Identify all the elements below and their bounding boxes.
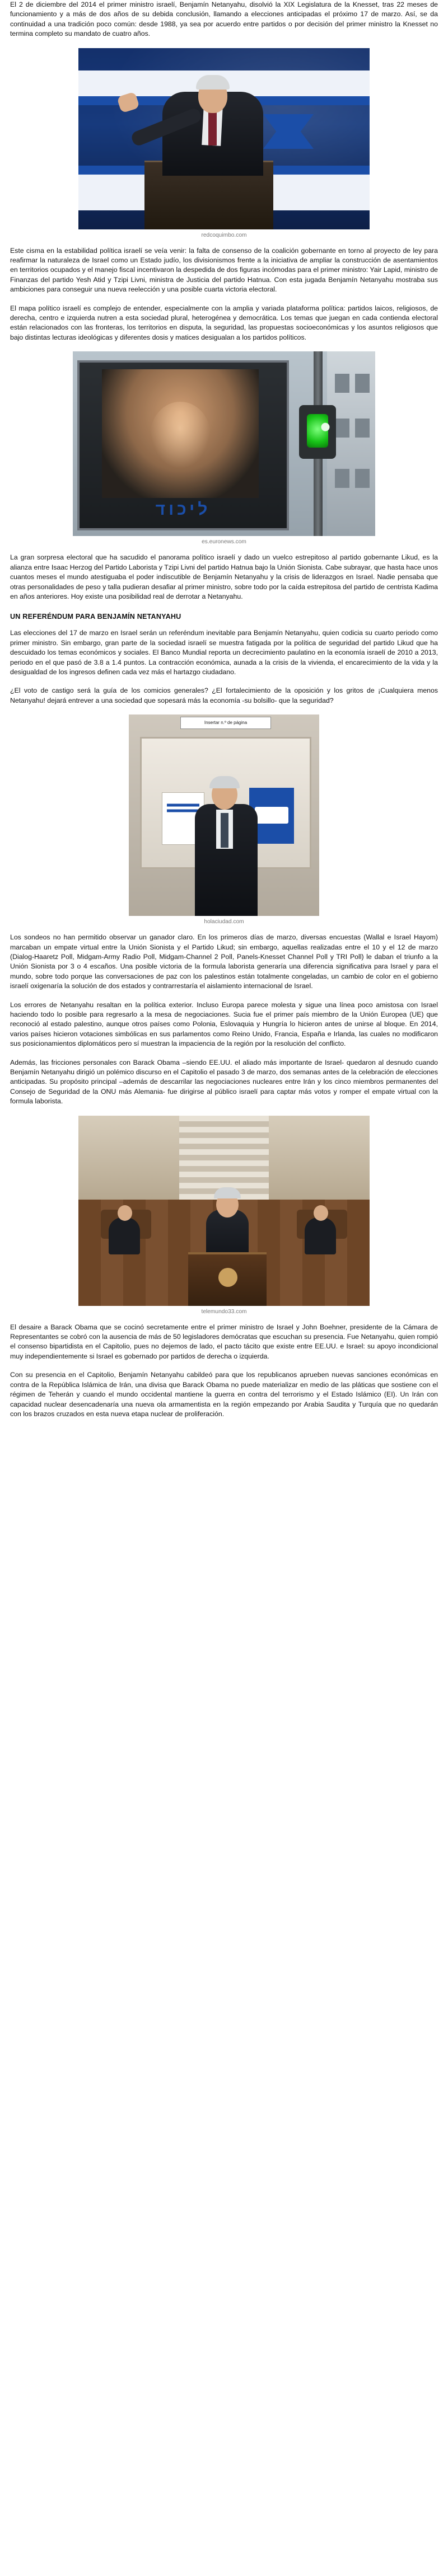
window [355,469,370,488]
figure-congress-speech [10,1116,438,1315]
paragraph: Con su presencia en el Capitolio, Benjamín Netanyahu cabildeó para que los republicanos aprueben nuevas sanciones económicas en contra de la República Islámica de Irán, una divisa que Barack Obama no puede materializar en medio de las pláticas que sostiene con el régimen de Teherán y cuando el mundo occidental mantiene la guerra en contra del terrorismo y el Estado Islámico (EI). Un Irán con capacidad nuclear desencadenaría una nueva ola armamentista en la región empezando por Arabia Saudita y Turquía que no quedarán con los brazos cruzados en esta nueva etapa nuclear de proliferación. [10,1371,438,1418]
official-head [314,1205,328,1221]
paragraph: Los sondeos no han permitido observar un ganador claro. En los primeros días de marzo, diversas encuestas (Wallal e Israel Hayom) marcaban un empate virtual entre la Unión Sionista y el Partido Likud; sin embargo, aquellas realizadas entre el 10 y el 12 de marzo (Dialog-Haaretz Poll, Midgam-Army Radio Poll, Midgam-Channel 2 Poll, Panels-Knesset Channel Poll y TRI Poll) le daban el triunfo a la Unión Sionista por 3 o 4 escaños. Una posible victoria de la formula laborista generaría una diferencia significativa para Israel y para el mundo, sobre todo porque las conversaciones de paz con los palestinos están totalmente congeladas, un cambio de color en el gobierno israelí oxigenaría la solución de dos estados y contrarrestaría el aislamiento internacional de Israel. [10,933,438,990]
figure-voting-booth [10,714,438,925]
booth-sign: Insertar n.º de página [180,717,271,729]
paragraph: El desaire a Barack Obama que se cocinó secretamente entre el primer ministro de Israel y John Boehner, presidente de la Cámara de Representantes se cobró con la ausencia de más de 50 legisladores demócratas que escuchan su presencia. Fue Netanyahu, quien rompió el consenso bipartidista en el Capitolio, pues no dejemos de lado, el pacto tácito que existe entre EE.UU. e Israel: su apoyo incondicional muy independientemente si Israel es gobernado por partidos de derecha o izquierda. [10,1323,438,1360]
figure-election-billboard [10,351,438,545]
netanyahu-podium-photo [78,48,370,229]
figure-caption: holaciudad.com [204,919,244,925]
poster-hebrew-text: ליכוד [155,500,211,519]
figure-netanyahu-podium [10,48,438,238]
paragraph: Los errores de Netanyahu resaltan en la política exterior. Incluso Europa parece molesta y sigue una línea poco amistosa con Israel haciendo todo lo posible para regresarlo a la mesa de negociaciones. Sucia fue el primer país miembro de la Unión Europea (UE) que reconoció al estado palestino, aunque otros países como Polonia, Eslovaquia y Hungría lo hicieron antes de unirse al bloque. En 2014, varios países hicieron votaciones simbólicas en sus parlamentos como Reino Unido, Francia, España e Irlanda, las cuales no modificaron sus posicionamientos diplomáticos pero sí muestran la impaciencia de la región por la resolución del conflicto. [10,1000,438,1048]
window [335,374,349,393]
paragraph: Este cisma en la estabilidad política israelí se veía venir: la falta de consenso de la coalición gobernante en torno al proyecto de ley para reafirmar la naturaleza de Israel como un Estado judío, los divisionismos frente a la iniciativa de ampliar la construcción de asentamientos en territorios ocupados y el manejo fiscal incentivaron la despedida de dos figuras incómodas para el primer ministro: Yair Lapid, ministro de Finanzas del partido Yesh Atid y Tzipi Livni, ministra de Justicia del partido Hatnua. Con esta jugada Benjamín Netanyahu mostraba sus ambiciones para conseguir una nueva reelección y una posible cuarta victoria electoral. [10,246,438,294]
paragraph: La gran sorpresa electoral que ha sacudido el panorama político israelí y dado un vuelco estrepitoso al partido gobernante Likud, es la alianza entre Isaac Herzog del Partido Laborista y Tzipi Livni del partido Hatnua bajo la Unión Sionista. Cabe subrayar, que hasta hace unos cuantos meses el mundo atestiguaba el poder indiscutible de Benjamín Netanyahu y la crisis de liderazgos en Israel. Nadie pensaba que otras personalidades de peso y talla pudieran desafiar al primer ministro, sobre todo por la caída estrepitosa del partido de centrista Kadima en años anteriores. Hoy existe una posibilidad real de derrotar a Netanyahu. [10,553,438,600]
pedestrian-walk-icon [316,421,335,460]
voter-hair [209,776,240,788]
voting-booth-photo [129,714,319,916]
official-head [118,1205,132,1221]
paragraph: El 2 de diciembre del 2014 el primer ministro israelí, Benjamín Netanyahu, disolvió la XIX Legislatura de la Knesset, tras 22 meses de funcionamiento y a más de dos años de su debida conclusión, llamando a elecciones anticipadas el próximo 17 de marzo. Así, se da continuidad a una tradición poco común: desde 1988, ya sea por acuerdo entre partidos o por decisión del primer ministro la Knesset no termina completo su mandato de cuatro años. [10,1,438,38]
window [335,419,349,438]
paragraph: El mapa político israelí es complejo de entender, especialmente con la amplia y variada plataforma política: partidos laicos, religiosos, de derecha, centro e izquierda nutren a esta sociedad plural, heterogénea y democrática. Los temas que juegan en cada contienda electoral están relacionados con las fronteras, los territorios en disputa, la seguridad, las propuestas socioeconómicas y los asuntos religiosos que bajo distintas lecturas ideológicas y diferentes dosis y matices desigualan a los partidos políticos. [10,304,438,341]
window [335,469,349,488]
green-light [307,414,328,448]
candidate-portrait [102,369,259,498]
paragraph: ¿El voto de castigo será la guía de los comicios generales? ¿El fortalecimiento de la oposición y los gritos de ¡Cualquiera menos Netanyahu! dejará entrever a una sociedad que sopesará más la economía -su bolsillo- que la seguridad? [10,687,438,704]
paragraph: Las elecciones del 17 de marzo en Israel serán un referéndum inevitable para Benjamín Netanyahu, quien codicia su cuarto periodo como primer ministro. Sin embargo, gran parte de la sociedad israelí se muestra fatigada por la política de seguridad del partido Likud que ha descuidado los temas económicos y sociales. El Banco Mundial reporta un decrecimiento paulatino en la economía israelí de 2010 a 2013, periodo en el que pasó de 3.8 a 1.4 puntos. La contracción económica, aunada a la crisis de la vivienda, el encarecimiento de la vida y la desigualdad de los ingresos definen cada vez más el hartazgo ciudadano. [10,629,438,676]
speaker-tie [208,111,217,145]
congress-seal-icon [218,1268,237,1287]
window [355,374,370,393]
window [355,419,370,438]
seated-official [305,1218,336,1254]
israel-flag-icon [167,797,199,819]
star-of-david-icon [263,106,314,157]
billboard-frame [77,360,289,530]
seated-official [109,1218,140,1254]
poster-label [255,807,288,824]
election-billboard-photo [73,351,375,536]
congress-speech-photo [78,1116,370,1306]
congress-podium [188,1252,267,1306]
figure-caption: telemundo33.com [201,1308,247,1315]
paragraph: Además, las fricciones personales con Barack Obama –siendo EE.UU. el aliado más importante de Israel- quedaron al desnudo cuando Benjamín Netanyahu dirigió un polémico discurso en el Capitolio el pasado 3 de marzo, dos semanas antes de la celebración de elecciones anticipadas. Su propósito principal –además de descarrilar las negociaciones nucleares entre Irán y los cinco miembros permanentes del Consejo de Seguridad de la ONU más Alemania- fue dirigirse al público israelí para captar más votos y romper el empate virtual con la formula laborista. [10,1058,438,1106]
section-heading: UN REFERÉNDUM PARA BENJAMÍN NETANYAHU [10,613,181,621]
voter-tie [221,813,228,848]
figure-caption: es.euronews.com [202,539,246,546]
figure-caption: redcoquimbo.com [201,232,247,238]
traffic-light [299,405,336,459]
